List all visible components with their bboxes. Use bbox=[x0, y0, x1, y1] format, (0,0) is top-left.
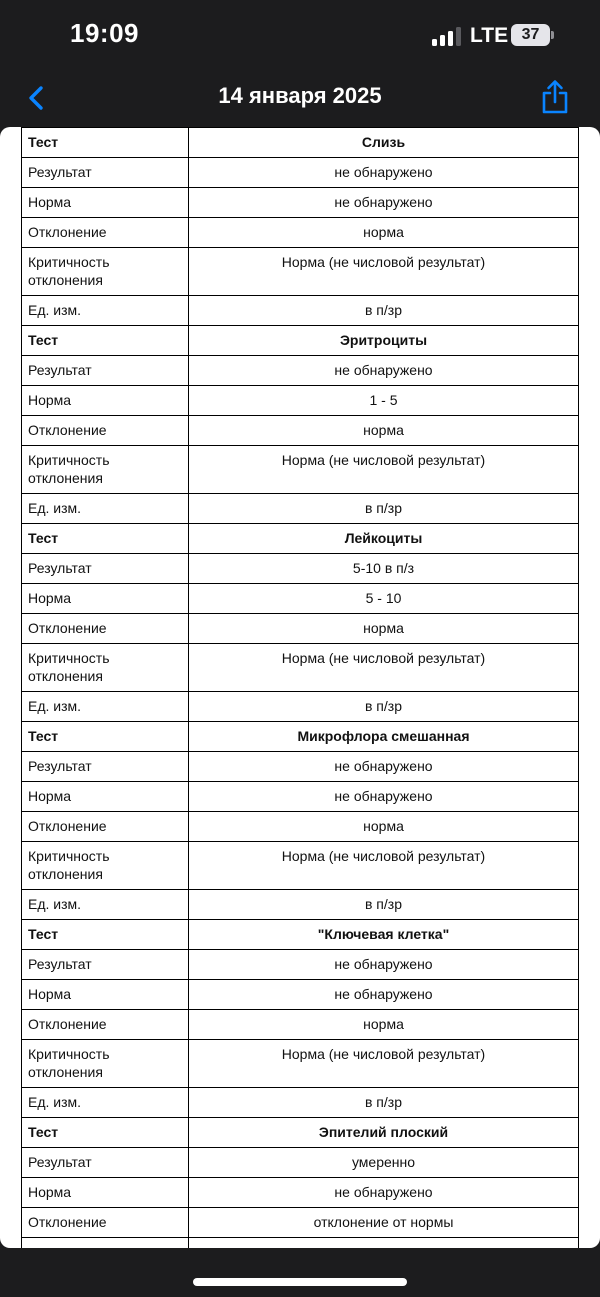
result-row bbox=[22, 554, 579, 584]
test-unit-value: в п/зр bbox=[189, 692, 579, 722]
test-deviation-value: норма bbox=[189, 812, 579, 842]
row-label: Норма bbox=[22, 1178, 189, 1208]
test-result-value: 5-10 в п/з bbox=[189, 554, 579, 584]
row-label: Норма bbox=[22, 188, 189, 218]
test-header-row bbox=[22, 524, 579, 554]
test-label: Тест bbox=[22, 524, 189, 554]
test-criticality-value: Норма (не числовой результат) bbox=[189, 1040, 579, 1088]
row-label: Результат bbox=[22, 1148, 189, 1178]
test-norm-value: 5 - 10 bbox=[189, 584, 579, 614]
row-label: Норма bbox=[22, 980, 189, 1010]
unit-row bbox=[22, 494, 579, 524]
test-name: Эпителий плоский bbox=[189, 1118, 579, 1148]
row-label: Ед. изм. bbox=[22, 296, 189, 326]
row-label: Критичность отклонения bbox=[22, 842, 189, 890]
test-norm-value: не обнаружено bbox=[189, 1178, 579, 1208]
test-header-row bbox=[22, 920, 579, 950]
test-label: Тест bbox=[22, 722, 189, 752]
test-name: "Ключевая клетка" bbox=[189, 920, 579, 950]
status-time: 19:09 bbox=[70, 18, 139, 48]
test-criticality-value: Норма (не числовой результат) bbox=[189, 644, 579, 692]
test-deviation-value: норма bbox=[189, 1010, 579, 1040]
row-label bbox=[22, 1238, 189, 1249]
test-norm-value: не обнаружено bbox=[189, 782, 579, 812]
row-label: Отклонение bbox=[22, 1208, 189, 1238]
norm-row bbox=[22, 188, 579, 218]
deviation-row bbox=[22, 812, 579, 842]
norm-row bbox=[22, 782, 579, 812]
test-norm-value: не обнаружено bbox=[189, 188, 579, 218]
row-label: Норма bbox=[22, 386, 189, 416]
result-row bbox=[22, 1148, 579, 1178]
row-label: Ед. изм. bbox=[22, 890, 189, 920]
table-row-partial bbox=[22, 1238, 579, 1249]
test-norm-value: не обнаружено bbox=[189, 980, 579, 1010]
norm-row bbox=[22, 980, 579, 1010]
test-criticality-value: Норма (не числовой результат) bbox=[189, 248, 579, 296]
test-deviation-value: отклонение от нормы bbox=[189, 1208, 579, 1238]
unit-row bbox=[22, 296, 579, 326]
criticality-row bbox=[22, 446, 579, 494]
row-label: Отклонение bbox=[22, 1010, 189, 1040]
status-bar bbox=[0, 0, 600, 72]
home-indicator[interactable] bbox=[193, 1278, 407, 1286]
test-criticality-value: Норма (не числовой результат) bbox=[189, 842, 579, 890]
row-label: Критичность отклонения bbox=[22, 1040, 189, 1088]
chevron-left-icon bbox=[20, 78, 54, 118]
test-header-row bbox=[22, 722, 579, 752]
deviation-row bbox=[22, 1208, 579, 1238]
test-label: Тест bbox=[22, 326, 189, 356]
share-button[interactable] bbox=[538, 77, 572, 117]
test-label: Тест bbox=[22, 128, 189, 158]
test-result-value: умеренно bbox=[189, 1148, 579, 1178]
criticality-row bbox=[22, 248, 579, 296]
row-label: Результат bbox=[22, 554, 189, 584]
cellular-signal-icon bbox=[432, 26, 464, 46]
row-label: Результат bbox=[22, 752, 189, 782]
test-norm-value: 1 - 5 bbox=[189, 386, 579, 416]
test-name: Слизь bbox=[189, 128, 579, 158]
deviation-row bbox=[22, 1010, 579, 1040]
network-type: LTE bbox=[470, 24, 509, 47]
criticality-row bbox=[22, 644, 579, 692]
deviation-row bbox=[22, 614, 579, 644]
battery-level: 37 bbox=[511, 24, 550, 46]
test-criticality-value: Норма (не числовой результат) bbox=[189, 446, 579, 494]
test-name: Лейкоциты bbox=[189, 524, 579, 554]
unit-row bbox=[22, 1088, 579, 1118]
deviation-row bbox=[22, 218, 579, 248]
test-deviation-value: норма bbox=[189, 416, 579, 446]
row-label: Норма bbox=[22, 782, 189, 812]
row-label: Ед. изм. bbox=[22, 494, 189, 524]
test-unit-value: в п/зр bbox=[189, 1088, 579, 1118]
test-result-value: не обнаружено bbox=[189, 158, 579, 188]
result-row bbox=[22, 950, 579, 980]
nav-bar bbox=[0, 72, 600, 124]
row-label: Отклонение bbox=[22, 614, 189, 644]
page-title: 14 января 2025 bbox=[218, 83, 382, 108]
results-document bbox=[0, 127, 600, 1248]
test-label: Тест bbox=[22, 920, 189, 950]
test-header-row bbox=[22, 1118, 579, 1148]
row-label: Результат bbox=[22, 158, 189, 188]
unit-row bbox=[22, 890, 579, 920]
test-name: Микрофлора смешанная bbox=[189, 722, 579, 752]
criticality-row bbox=[22, 1040, 579, 1088]
result-row bbox=[22, 356, 579, 386]
deviation-row bbox=[22, 416, 579, 446]
row-value bbox=[189, 1238, 579, 1249]
norm-row bbox=[22, 584, 579, 614]
test-deviation-value: норма bbox=[189, 614, 579, 644]
test-name: Эритроциты bbox=[189, 326, 579, 356]
test-result-value: не обнаружено bbox=[189, 356, 579, 386]
row-label: Ед. изм. bbox=[22, 692, 189, 722]
test-result-value: не обнаружено bbox=[189, 950, 579, 980]
row-label: Критичность отклонения bbox=[22, 446, 189, 494]
criticality-row bbox=[22, 842, 579, 890]
result-row bbox=[22, 158, 579, 188]
row-label: Отклонение bbox=[22, 812, 189, 842]
row-label: Норма bbox=[22, 584, 189, 614]
result-row bbox=[22, 752, 579, 782]
row-label: Критичность отклонения bbox=[22, 644, 189, 692]
row-label: Критичность отклонения bbox=[22, 248, 189, 296]
test-unit-value: в п/зр bbox=[189, 494, 579, 524]
unit-row bbox=[22, 692, 579, 722]
row-label: Отклонение bbox=[22, 218, 189, 248]
test-deviation-value: норма bbox=[189, 218, 579, 248]
test-unit-value: в п/зр bbox=[189, 296, 579, 326]
row-label: Результат bbox=[22, 950, 189, 980]
row-label: Отклонение bbox=[22, 416, 189, 446]
test-unit-value: в п/зр bbox=[189, 890, 579, 920]
test-header-row bbox=[22, 128, 579, 158]
back-button[interactable] bbox=[20, 78, 54, 118]
norm-row bbox=[22, 1178, 579, 1208]
test-header-row bbox=[22, 326, 579, 356]
battery-icon bbox=[511, 24, 555, 46]
row-label: Ед. изм. bbox=[22, 1088, 189, 1118]
test-label: Тест bbox=[22, 1118, 189, 1148]
norm-row bbox=[22, 386, 579, 416]
test-result-value: не обнаружено bbox=[189, 752, 579, 782]
share-icon bbox=[538, 77, 572, 117]
results-table bbox=[21, 127, 579, 1248]
row-label: Результат bbox=[22, 356, 189, 386]
